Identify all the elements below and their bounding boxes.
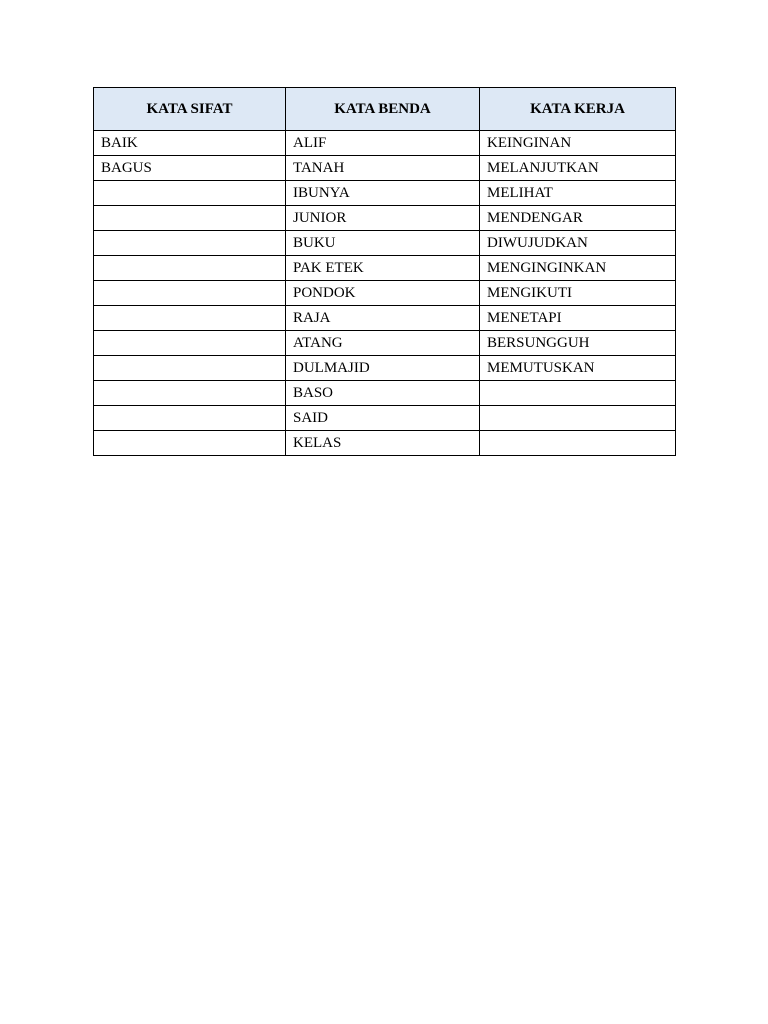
table-cell-kata-kerja: MENGIKUTI (480, 281, 676, 306)
table-header (94, 88, 676, 131)
table-cell-kata-kerja: KEINGINAN (480, 131, 676, 156)
table-row (94, 131, 676, 156)
table-row (94, 181, 676, 206)
table-cell-kata-benda: TANAH (286, 156, 480, 181)
table-cell-kata-sifat (94, 356, 286, 381)
table-cell-kata-kerja: MENETAPI (480, 306, 676, 331)
table-cell-kata-sifat (94, 181, 286, 206)
table-cell-kata-sifat (94, 231, 286, 256)
table-cell-kata-sifat (94, 206, 286, 231)
table-cell-kata-sifat (94, 256, 286, 281)
table-cell-kata-sifat (94, 281, 286, 306)
table-row (94, 206, 676, 231)
table-cell-kata-kerja: MENGINGINKAN (480, 256, 676, 281)
table-cell-kata-kerja (480, 431, 676, 456)
table-row (94, 256, 676, 281)
table-cell-kata-kerja (480, 406, 676, 431)
table-cell-kata-benda: DULMAJID (286, 356, 480, 381)
word-classification-table (93, 87, 676, 456)
table-cell-kata-kerja (480, 381, 676, 406)
table-cell-kata-benda: ALIF (286, 131, 480, 156)
table-row (94, 281, 676, 306)
table-row (94, 156, 676, 181)
table-cell-kata-kerja: MELANJUTKAN (480, 156, 676, 181)
table-cell-kata-kerja: MEMUTUSKAN (480, 356, 676, 381)
table-row (94, 381, 676, 406)
column-header-kata-sifat: KATA SIFAT (94, 88, 286, 131)
table-cell-kata-benda: ATANG (286, 331, 480, 356)
table-cell-kata-benda: SAID (286, 406, 480, 431)
table-cell-kata-sifat (94, 406, 286, 431)
table-row (94, 231, 676, 256)
table-cell-kata-sifat (94, 331, 286, 356)
table-cell-kata-kerja: DIWUJUDKAN (480, 231, 676, 256)
table-row (94, 331, 676, 356)
table-cell-kata-benda: PAK ETEK (286, 256, 480, 281)
table-cell-kata-kerja: MELIHAT (480, 181, 676, 206)
table-row (94, 356, 676, 381)
table-cell-kata-benda: IBUNYA (286, 181, 480, 206)
table-row (94, 406, 676, 431)
table-cell-kata-sifat (94, 381, 286, 406)
table-cell-kata-benda: BASO (286, 381, 480, 406)
table-row (94, 431, 676, 456)
table-cell-kata-benda: PONDOK (286, 281, 480, 306)
table-row (94, 306, 676, 331)
table-cell-kata-benda: KELAS (286, 431, 480, 456)
table-cell-kata-kerja: BERSUNGGUH (480, 331, 676, 356)
table-header-row (94, 88, 676, 131)
table-cell-kata-sifat (94, 431, 286, 456)
table-cell-kata-benda: RAJA (286, 306, 480, 331)
column-header-kata-kerja: KATA KERJA (480, 88, 676, 131)
table-cell-kata-sifat: BAGUS (94, 156, 286, 181)
table-cell-kata-sifat (94, 306, 286, 331)
table-body (94, 131, 676, 456)
table-cell-kata-sifat: BAIK (94, 131, 286, 156)
table-cell-kata-benda: BUKU (286, 231, 480, 256)
table-cell-kata-benda: JUNIOR (286, 206, 480, 231)
table-cell-kata-kerja: MENDENGAR (480, 206, 676, 231)
column-header-kata-benda: KATA BENDA (286, 88, 480, 131)
